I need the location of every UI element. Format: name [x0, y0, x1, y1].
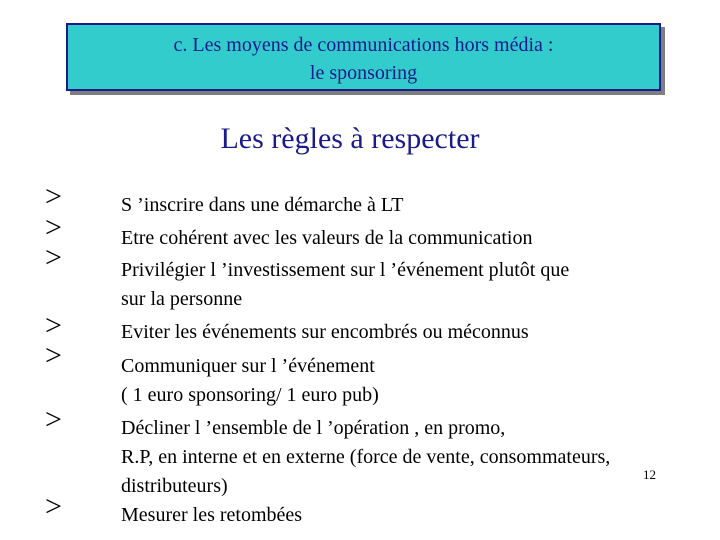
title-line-1: c. Les moyens de communications hors média :: [173, 34, 554, 56]
list-item-line: Communiquer sur l ’événement: [121, 355, 375, 377]
list-item-line: Mesurer les retombées: [121, 504, 303, 526]
bullet-marker: >: [45, 211, 62, 244]
bullet-marker: >: [45, 180, 62, 213]
list-item-line: Etre cohérent avec les valeurs de la communication: [121, 227, 533, 249]
subtitle: [0, 122, 720, 156]
subtitle-text: Les règles à respecter: [220, 122, 480, 155]
title-box: [66, 23, 661, 91]
bullet-marker: >: [45, 309, 62, 342]
list-item-line: Eviter les événements sur encombrés ou méconnus: [121, 321, 529, 343]
list-item: [121, 414, 610, 501]
list-item: [121, 501, 302, 530]
bullet-marker: >: [45, 241, 62, 274]
list-item-line: sur la personne: [121, 288, 243, 310]
list-item-line: Privilégier l ’investissement sur l ’événement plutôt que: [121, 259, 570, 281]
list-item-line: ( 1 euro sponsoring/ 1 euro pub): [121, 384, 379, 406]
list-item-line: distributeurs): [121, 475, 228, 497]
page-number: 12: [643, 467, 656, 482]
list-item: [121, 256, 569, 314]
list-item: [121, 352, 379, 410]
title-line-2: le sponsoring: [309, 62, 418, 84]
bullet-marker: >: [45, 490, 62, 523]
list-item: [121, 318, 529, 347]
list-item-line: Décliner l ’ensemble de l ’opération , en promo,: [121, 417, 506, 439]
list-item-line: R.P, en interne et en externe (force de vente, consommateurs,: [121, 446, 611, 468]
bullet-marker: >: [45, 403, 62, 436]
list-item: [121, 224, 532, 253]
list-item-line: S ’inscrire dans une démarche à LT: [121, 194, 404, 216]
list-item: [121, 191, 404, 220]
bullet-marker: >: [45, 339, 62, 372]
